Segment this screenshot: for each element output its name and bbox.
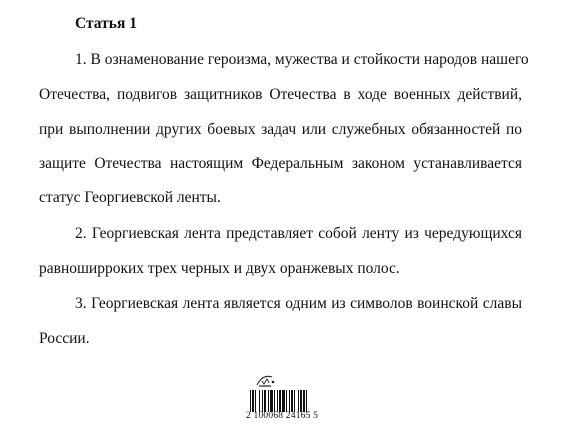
barcode-bar: [264, 390, 266, 412]
barcode-bar: [268, 390, 269, 412]
barcode: [250, 390, 326, 412]
barcode-bar: [294, 390, 295, 412]
barcode-bar: [298, 390, 299, 412]
paragraph-1-line-1: 1. В ознаменование героизма, мужества и стойкости народов нашего: [75, 51, 529, 68]
seal-mark-icon: [254, 373, 278, 391]
paragraph-2-line-2: равноширроких трех черных и двух оранжевых полос.: [39, 260, 400, 277]
barcode-bar: [289, 390, 290, 412]
barcode-bar: [300, 390, 302, 412]
barcode-bar: [282, 390, 285, 412]
paragraph-1-line-3: при выполнении других боевых задач или служебных обязанностей по: [39, 121, 522, 138]
paragraph-3-line-2: России.: [39, 330, 90, 347]
barcode-bar: [303, 390, 305, 412]
barcode-bar: [270, 390, 273, 412]
barcode-bar: [250, 390, 251, 412]
barcode-bar: [306, 390, 307, 412]
paragraph-1-line-5: статус Георгиевской ленты.: [39, 189, 221, 206]
barcode-bar: [277, 390, 278, 412]
barcode-bar: [286, 390, 287, 412]
barcode-bar: [291, 390, 293, 412]
barcode-bar: [279, 390, 281, 412]
barcode-bar: [259, 390, 260, 412]
barcode-digits: 2 100068 24165 5: [246, 411, 319, 421]
paragraph-1-line-4: защите Отечества настоящим Федеральным законом устанавливается: [39, 155, 522, 172]
paragraph-3-line-1: 3. Георгиевская лента является одним из символов воинской славы: [75, 295, 522, 312]
barcode-bar: [274, 390, 275, 412]
barcode-bar: [255, 390, 256, 412]
paragraph-2-line-1: 2. Георгиевская лента представляет собой ленту из чередующихся: [75, 225, 522, 242]
barcode-bar: [262, 390, 263, 412]
paragraph-1-line-2: Отечества, подвигов защитников Отечества в ходе военных действий,: [39, 86, 522, 103]
article-heading: Статья 1: [75, 15, 137, 32]
barcode-bar: [252, 390, 254, 412]
